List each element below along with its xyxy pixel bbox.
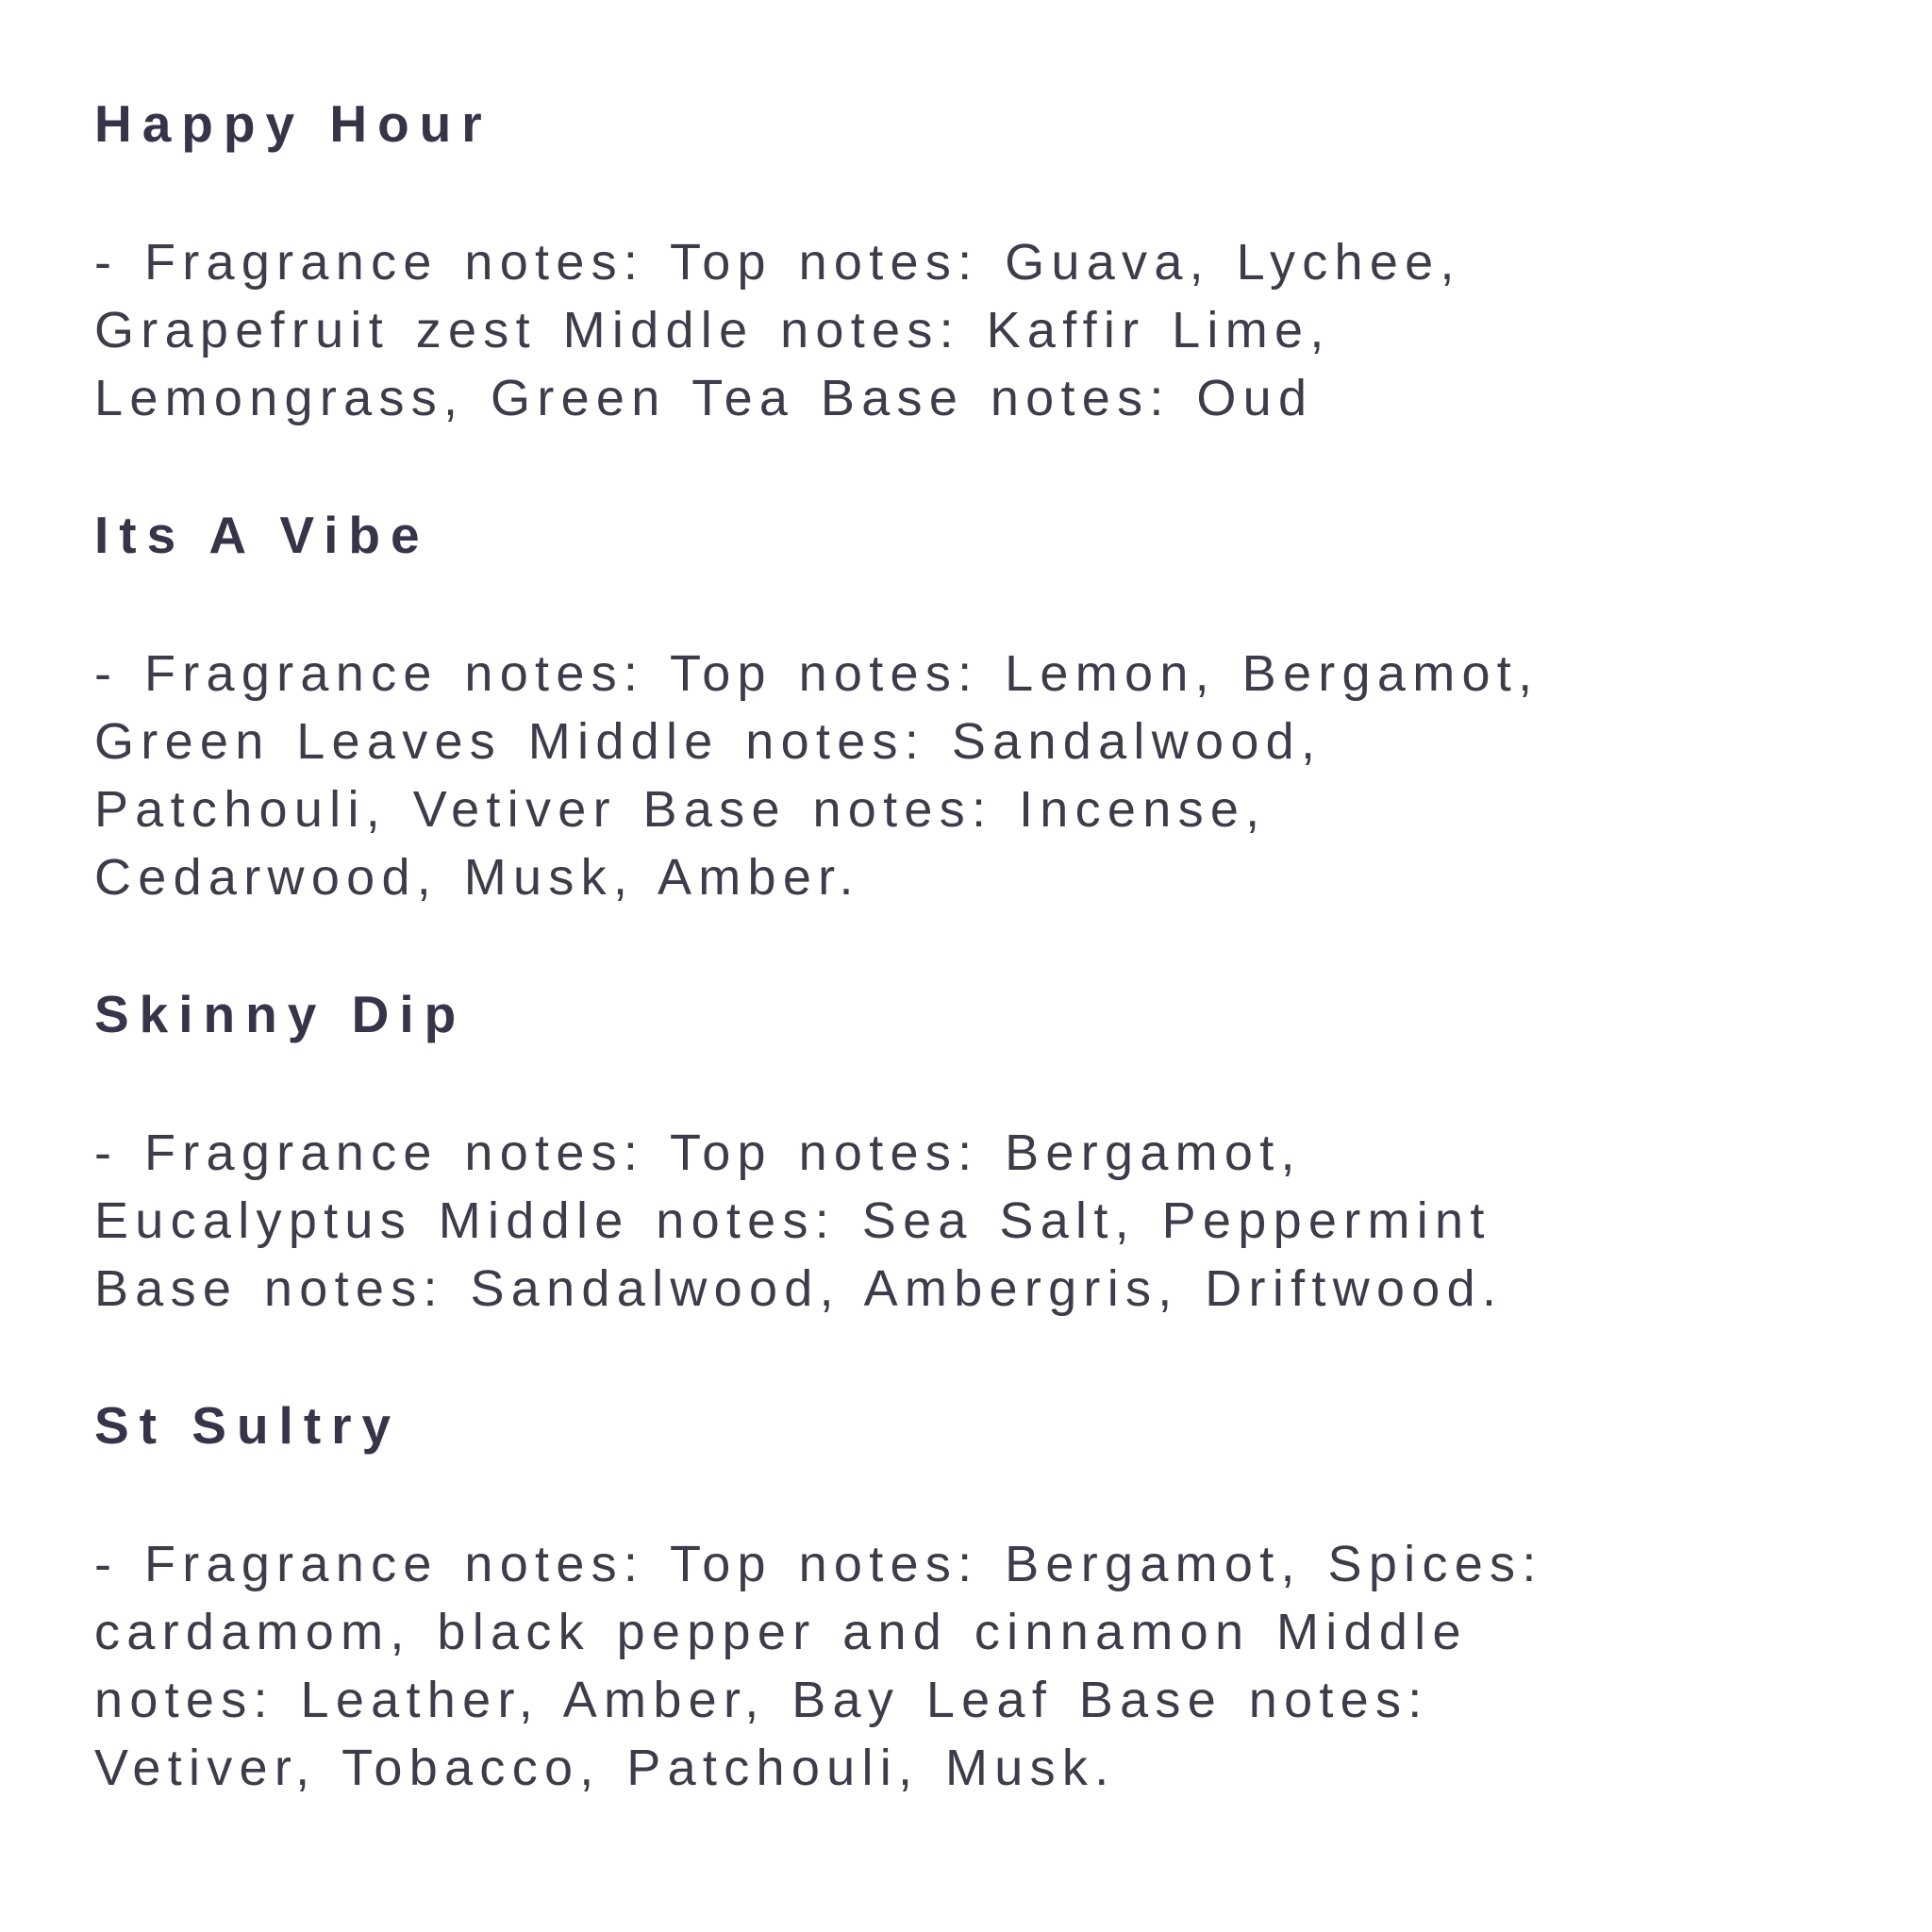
fragrance-name-heading: St Sultry [94, 1396, 402, 1455]
paragraph-line: Vetiver, Tobacco, Patchouli, Musk. [94, 1740, 1116, 1796]
paragraph-line: Lemongrass, Green Tea Base notes: Oud [94, 370, 1314, 426]
section-its-a-vibe [94, 501, 1875, 911]
section-st-sultry [94, 1391, 1875, 1802]
section-happy-hour [94, 90, 1875, 432]
paragraph-line: - Fragrance notes: Top notes: Lemon, Bergamot, [94, 645, 1540, 702]
section-skinny-dip [94, 980, 1875, 1323]
fragrance-name-heading: Happy Hour [94, 94, 492, 153]
paragraph-line: - Fragrance notes: Top notes: Bergamot, Spices: [94, 1536, 1543, 1592]
paragraph-line: cardamom, black pepper and cinnamon Middle [94, 1604, 1468, 1660]
fragrance-name-heading: Skinny Dip [94, 985, 467, 1043]
fragrance-notes-paragraph [94, 1530, 1875, 1802]
fragrance-notes-paragraph [94, 640, 1875, 911]
paragraph-line: Grapefruit zest Middle notes: Kaffir Lime, [94, 302, 1331, 358]
fragrance-name-heading: Its A Vibe [94, 506, 430, 564]
fragrance-notes-paragraph [94, 228, 1875, 432]
paragraph-line: Patchouli, Vetiver Base notes: Incense, [94, 781, 1267, 838]
paragraph-line: notes: Leather, Amber, Bay Leaf Base notes: [94, 1672, 1429, 1728]
paragraph-line: Base notes: Sandalwood, Ambergris, Driftwood. [94, 1260, 1504, 1317]
paragraph-line: Green Leaves Middle notes: Sandalwood, [94, 713, 1323, 770]
fragrance-notes-paragraph [94, 1119, 1875, 1323]
paragraph-line: Eucalyptus Middle notes: Sea Salt, Peppermint [94, 1192, 1491, 1249]
paragraph-line: - Fragrance notes: Top notes: Guava, Lychee, [94, 234, 1461, 291]
paragraph-line: Cedarwood, Musk, Amber. [94, 849, 860, 906]
paragraph-line: - Fragrance notes: Top notes: Bergamot, [94, 1124, 1302, 1181]
